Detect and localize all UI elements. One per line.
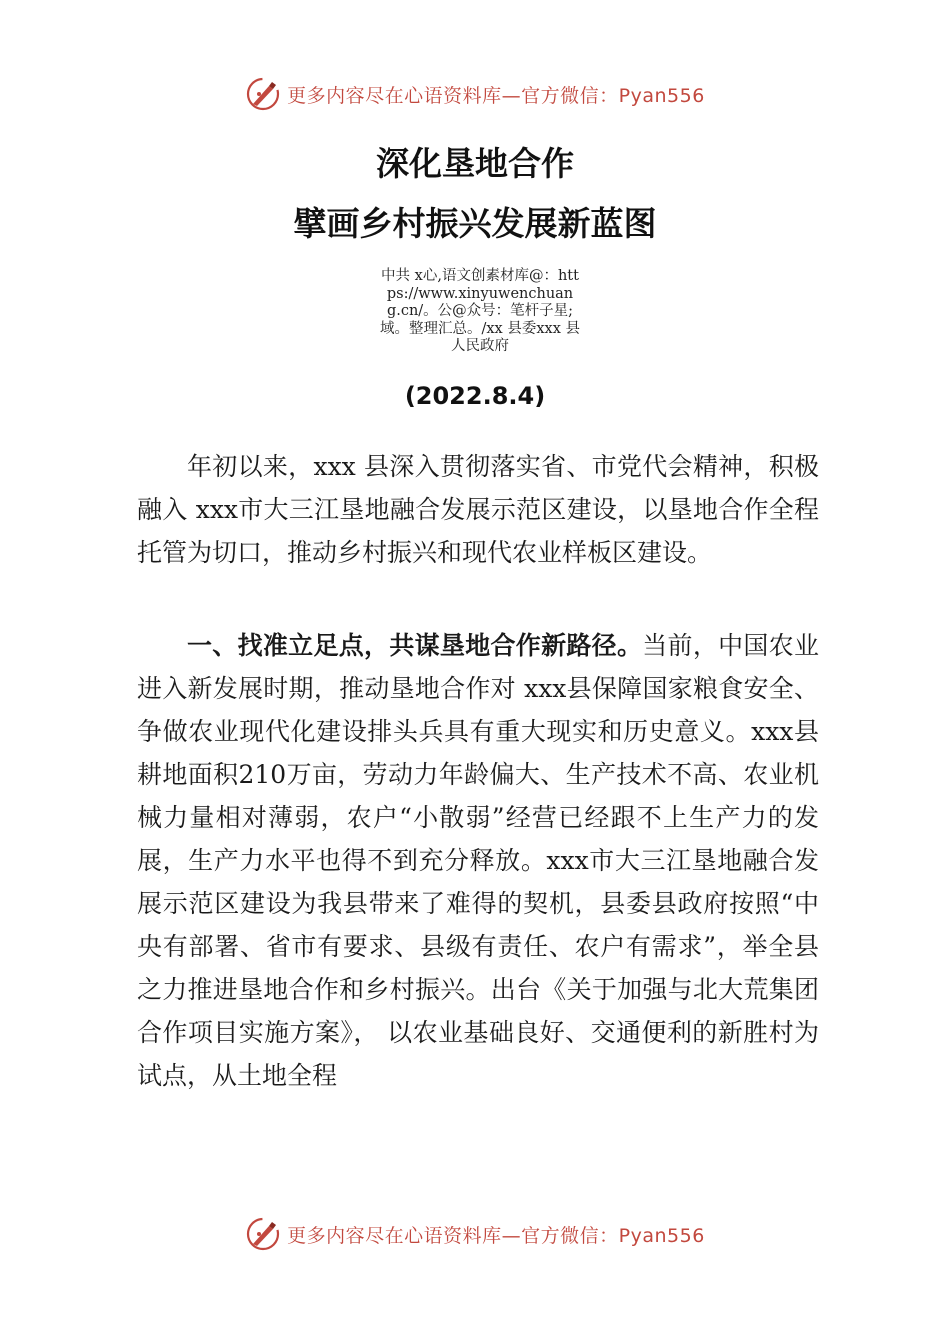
watermark-banner-top [0, 72, 950, 116]
watermark-text: 更多内容尽在心语资料库—官方微信：Pyan556 [287, 1224, 705, 1247]
pen-logo-icon [245, 1216, 281, 1252]
watermark-text: 更多内容尽在心语资料库—官方微信：Pyan556 [287, 84, 705, 107]
section-1-paragraph [137, 624, 819, 1097]
section-1-heading: 一、找准立足点，共谋垦地合作新路径。 [187, 631, 643, 660]
document-date: (2022.8.4) [404, 382, 546, 410]
watermark-banner-bottom [0, 1212, 950, 1256]
intro-paragraph: 年初以来，xxx 县深入贯彻落实省、市党代会精神，积极融入 xxx市大三江垦地融合发展示范区建设，以垦地合作全程托管为切口，推动乡村振兴和现代农业样板区建设。 [137, 452, 819, 567]
author-byline: 中共 x心,语文创素材库@：https://www.xinyuwenchuang.cn/。公@众号：笔杆子星;域。整理汇总。/xx 县委xxx 县人民政府 [380, 268, 580, 354]
title-line-1: 深化垦地合作 [376, 144, 574, 183]
title-line-2: 擘画乡村振兴发展新蓝图 [293, 204, 657, 243]
section-1-body: 当前，中国农业进入新发展时期，推动垦地合作对 xxx县保障国家粮食安全、争做农业现代化建设排头兵具有重大现实和历史意义。xxx县耕地面积210万亩，劳动力年龄偏大、生产技术不高、农业机械力量相对薄弱，农户“小散弱”经营已经跟不上生产力的发展，生产力水平也得不到充分释放。xxx市大三江垦地融合发展示范区建设为我县带来了难得的契机，县委县政府按照“中央有部署、省市有要求、县级有责任、农户有需求”，举全县之力推进垦地合作和乡村振兴。出台《关于加强与北大荒集团合作项目实施方案》， 以农业基础良好、交通便利的新胜村为试点，从土地全程 [137, 631, 819, 1090]
pen-logo-icon [245, 76, 281, 112]
